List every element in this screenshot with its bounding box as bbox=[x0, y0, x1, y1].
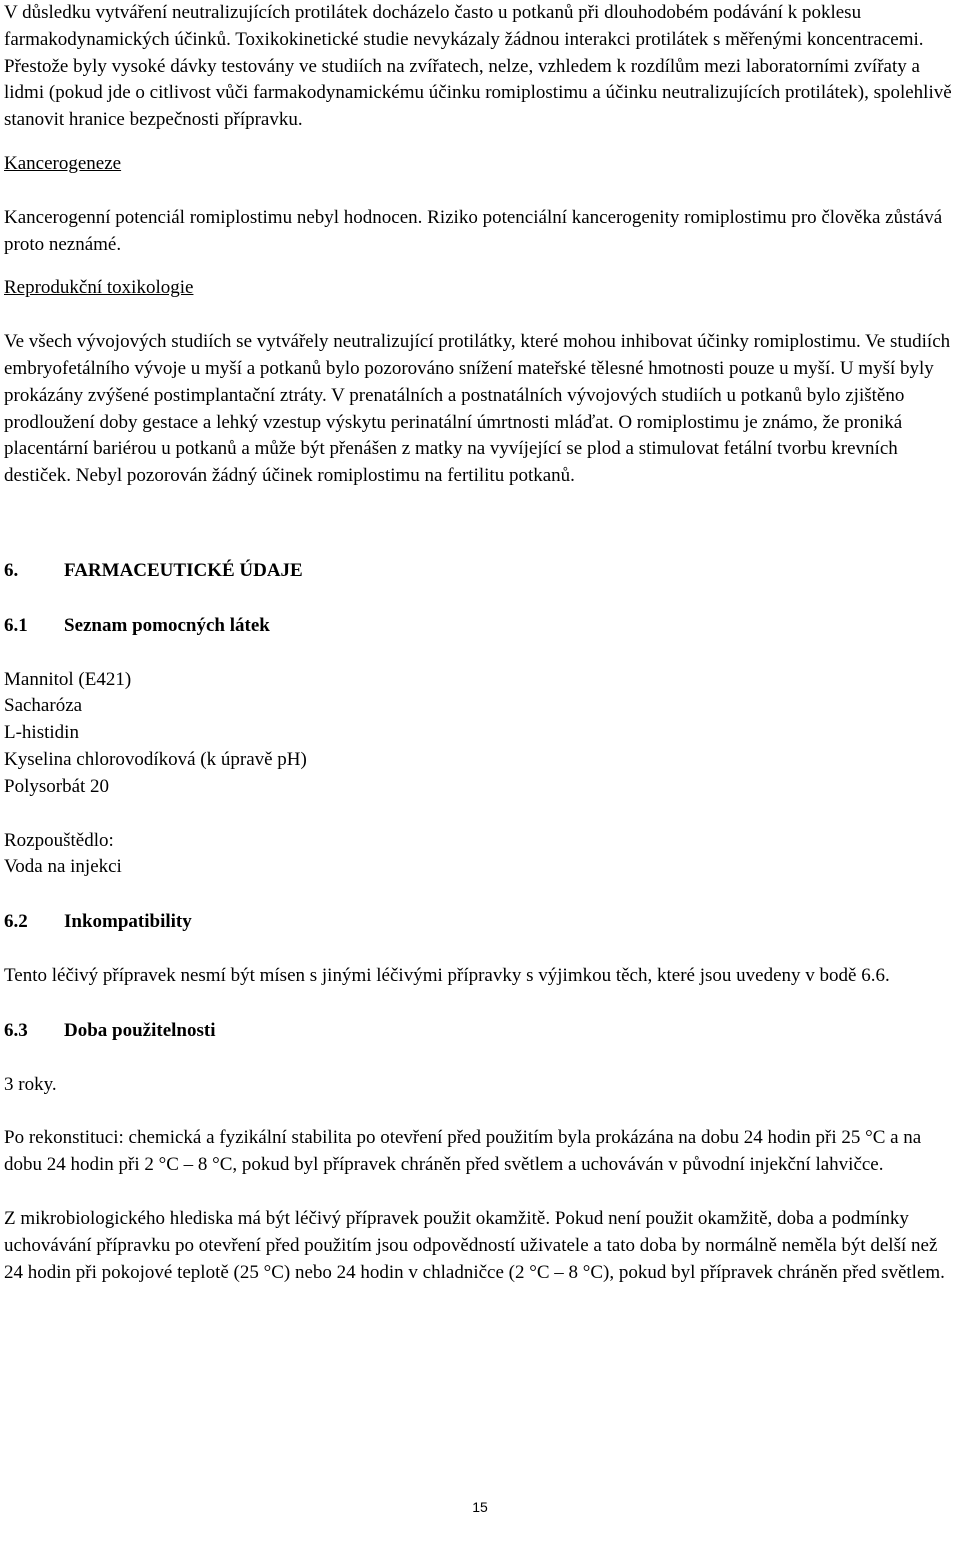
section-6-3-number: 6.3 bbox=[4, 1019, 28, 1041]
section-6-number: 6. bbox=[4, 559, 19, 581]
solvent-label: Rozpouštědlo: bbox=[4, 829, 114, 851]
carcinogenesis-heading: Kancerogeneze bbox=[4, 152, 122, 174]
carcinogenesis-text: Kancerogenní potenciál romiplostimu nebyl hodnocen. Riziko potenciální kancerogenity romiplostimu pro člověka zůstává proto neznámé. bbox=[4, 206, 943, 255]
section-6-2-title: Inkompatibility bbox=[64, 911, 192, 933]
incompatibility-text: Tento léčivý přípravek nesmí být mísen s jinými léčivými přípravky s výjimkou těch, které jsou uvedeny v bodě 6.6. bbox=[4, 964, 890, 986]
intro-paragraph: V důsledku vytváření neutralizujících protilátek docházelo často u potkanů při dlouhodobém podávání k poklesu farmakodynamických účinků. Toxikokinetické studie nevykázaly žádnou interakci protilátek s měřenými koncentracemi. Přestože byly vysoké dávky testovány ve studiích na zvířatech, nelze, vzhledem k rozdílům mezi laboratorními zvířaty a lidmi (pokud jde o citlivost vůči farmakodynamickému účinku romiplostimu a účinku neutralizujících protilátek), spolehlivě stanovit hranice bezpečnosti přípravku. bbox=[4, 2, 952, 131]
excipient-list bbox=[4, 667, 956, 801]
section-6-2-number: 6.2 bbox=[4, 911, 28, 933]
solvent-value: Voda na injekci bbox=[4, 856, 122, 878]
after-reconstitution-text: Po rekonstituci: chemická a fyzikální stabilita po otevření před použitím byla prokázána na dobu 24 hodin při 25 °C a na dobu 24 hodin při 2 °C – 8 °C, pokud byl přípravek chráněn před světlem a uchováván v původní injekční lahvičce. bbox=[4, 1127, 922, 1176]
shelf-life-text: 3 roky. bbox=[4, 1073, 57, 1095]
section-6-title: FARMACEUTICKÉ ÚDAJE bbox=[64, 559, 303, 581]
section-6-1-heading bbox=[4, 613, 956, 640]
list-item: Sacharóza bbox=[4, 695, 83, 717]
microbiology-text: Z mikrobiologického hlediska má být léčivý přípravek použit okamžitě. Pokud není použit okamžitě, doba a podmínky uchovávání přípravku po otevření před použitím jsou odpovědností uživatele a tato doba by normálně neměla být delší než 24 hodin při pokojové teplotě (25 °C) nebo 24 hodin v chladničce (2 °C – 8 °C), pokud byl přípravek chráněn před světlem. bbox=[4, 1207, 945, 1283]
section-6-1-number: 6.1 bbox=[4, 614, 28, 636]
reproductive-toxicology-heading: Reprodukční toxikologie bbox=[4, 277, 194, 299]
reproductive-toxicology-text: Ve všech vývojových studiích se vytvářely neutralizující protilátky, které mohou inhibovat účinky romiplostimu. Ve studiích embryofetálního vývoje u myší a potkanů bylo pozorováno snížení mateřské tělesné hmotnosti pouze u myší. U myší byly prokázány zvýšené postimplantační ztráty. V prenatálních a postnatálních vývojových studiích u potkanů bylo zjištěno prodloužení doby gestace a lehký vzestup výskytu perinatální úmrtnosti mláďat. O romiplostimu je známo, že proniká placentární bariérou u potkanů a může být přenášen z matky na vyvíjející se plod a stimulovat fetální tvorbu krevních destiček. Nebyl pozorován žádný účinek romiplostimu na fertilitu potkanů. bbox=[4, 331, 951, 487]
list-item: Kyselina chlorovodíková (k úpravě pH) bbox=[4, 748, 307, 770]
list-item: Polysorbát 20 bbox=[4, 775, 110, 797]
section-6-3-title: Doba použitelnosti bbox=[64, 1019, 216, 1041]
section-6-1-title: Seznam pomocných látek bbox=[64, 614, 270, 636]
section-6-heading bbox=[4, 558, 956, 585]
solvent-block bbox=[4, 828, 956, 882]
section-6-3-heading bbox=[4, 1018, 956, 1045]
list-item: L-histidin bbox=[4, 722, 79, 744]
list-item: Mannitol (E421) bbox=[4, 668, 132, 690]
page-number: 15 bbox=[472, 1499, 488, 1515]
document-page bbox=[4, 0, 956, 1286]
section-6-2-heading bbox=[4, 909, 956, 936]
